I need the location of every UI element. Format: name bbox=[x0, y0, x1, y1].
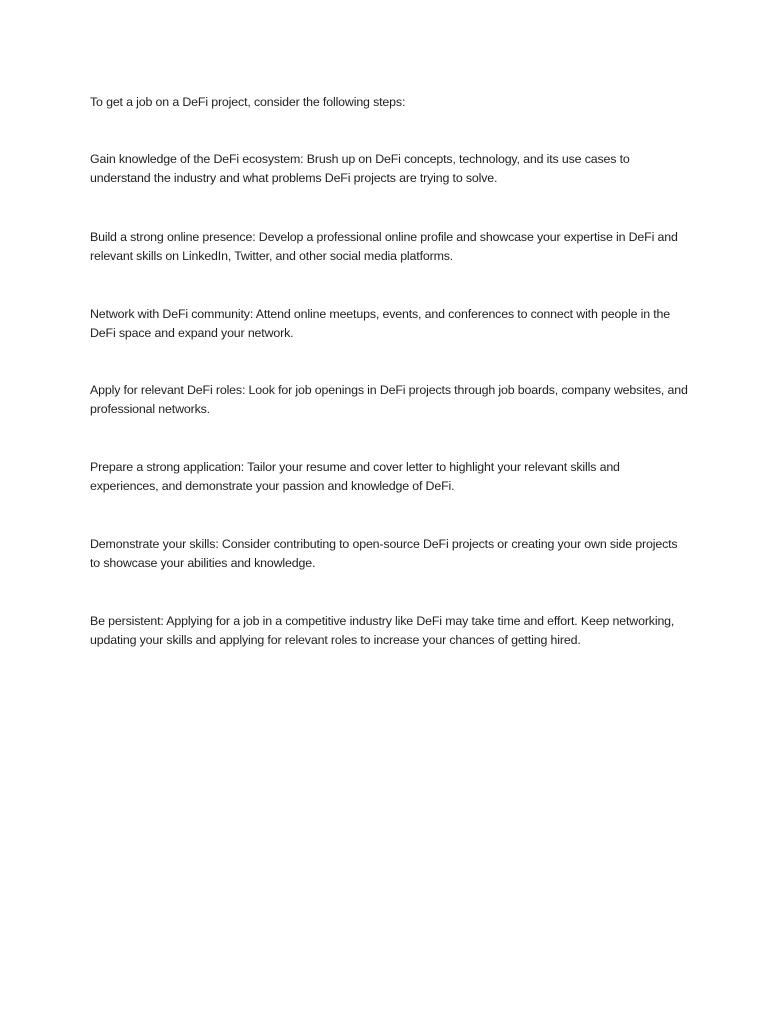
step-paragraph-online-presence: Build a strong online presence: Develop a professional online profile and showcase your expertise in DeFi and relevant skills on LinkedIn, Twitter, and other social media platforms. bbox=[90, 230, 678, 263]
step-paragraph-apply: Apply for relevant DeFi roles: Look for job openings in DeFi projects through job boards, company websites, and professional networks. bbox=[90, 383, 688, 416]
step-paragraph-demonstrate: Demonstrate your skills: Consider contributing to open-source DeFi projects or creating your own side projects to showcase your abilities and knowledge. bbox=[90, 537, 678, 570]
step-paragraph-network: Network with DeFi community: Attend online meetups, events, and conferences to connect with people in the DeFi space and expand your network. bbox=[90, 307, 671, 340]
step-paragraph-application: Prepare a strong application: Tailor your resume and cover letter to highlight your relevant skills and experiences, and demonstrate your passion and knowledge of DeFi. bbox=[90, 460, 620, 493]
step-paragraph-persistent: Be persistent: Applying for a job in a competitive industry like DeFi may take time and effort. Keep networking, updating your skills and applying for relevant roles to increase your chances of getting hired. bbox=[90, 614, 675, 647]
step-paragraph-knowledge: Gain knowledge of the DeFi ecosystem: Brush up on DeFi concepts, technology, and its use cases to understand the industry and what problems DeFi projects are trying to solve. bbox=[90, 152, 630, 185]
intro-paragraph: To get a job on a DeFi project, consider the following steps: bbox=[90, 95, 406, 109]
